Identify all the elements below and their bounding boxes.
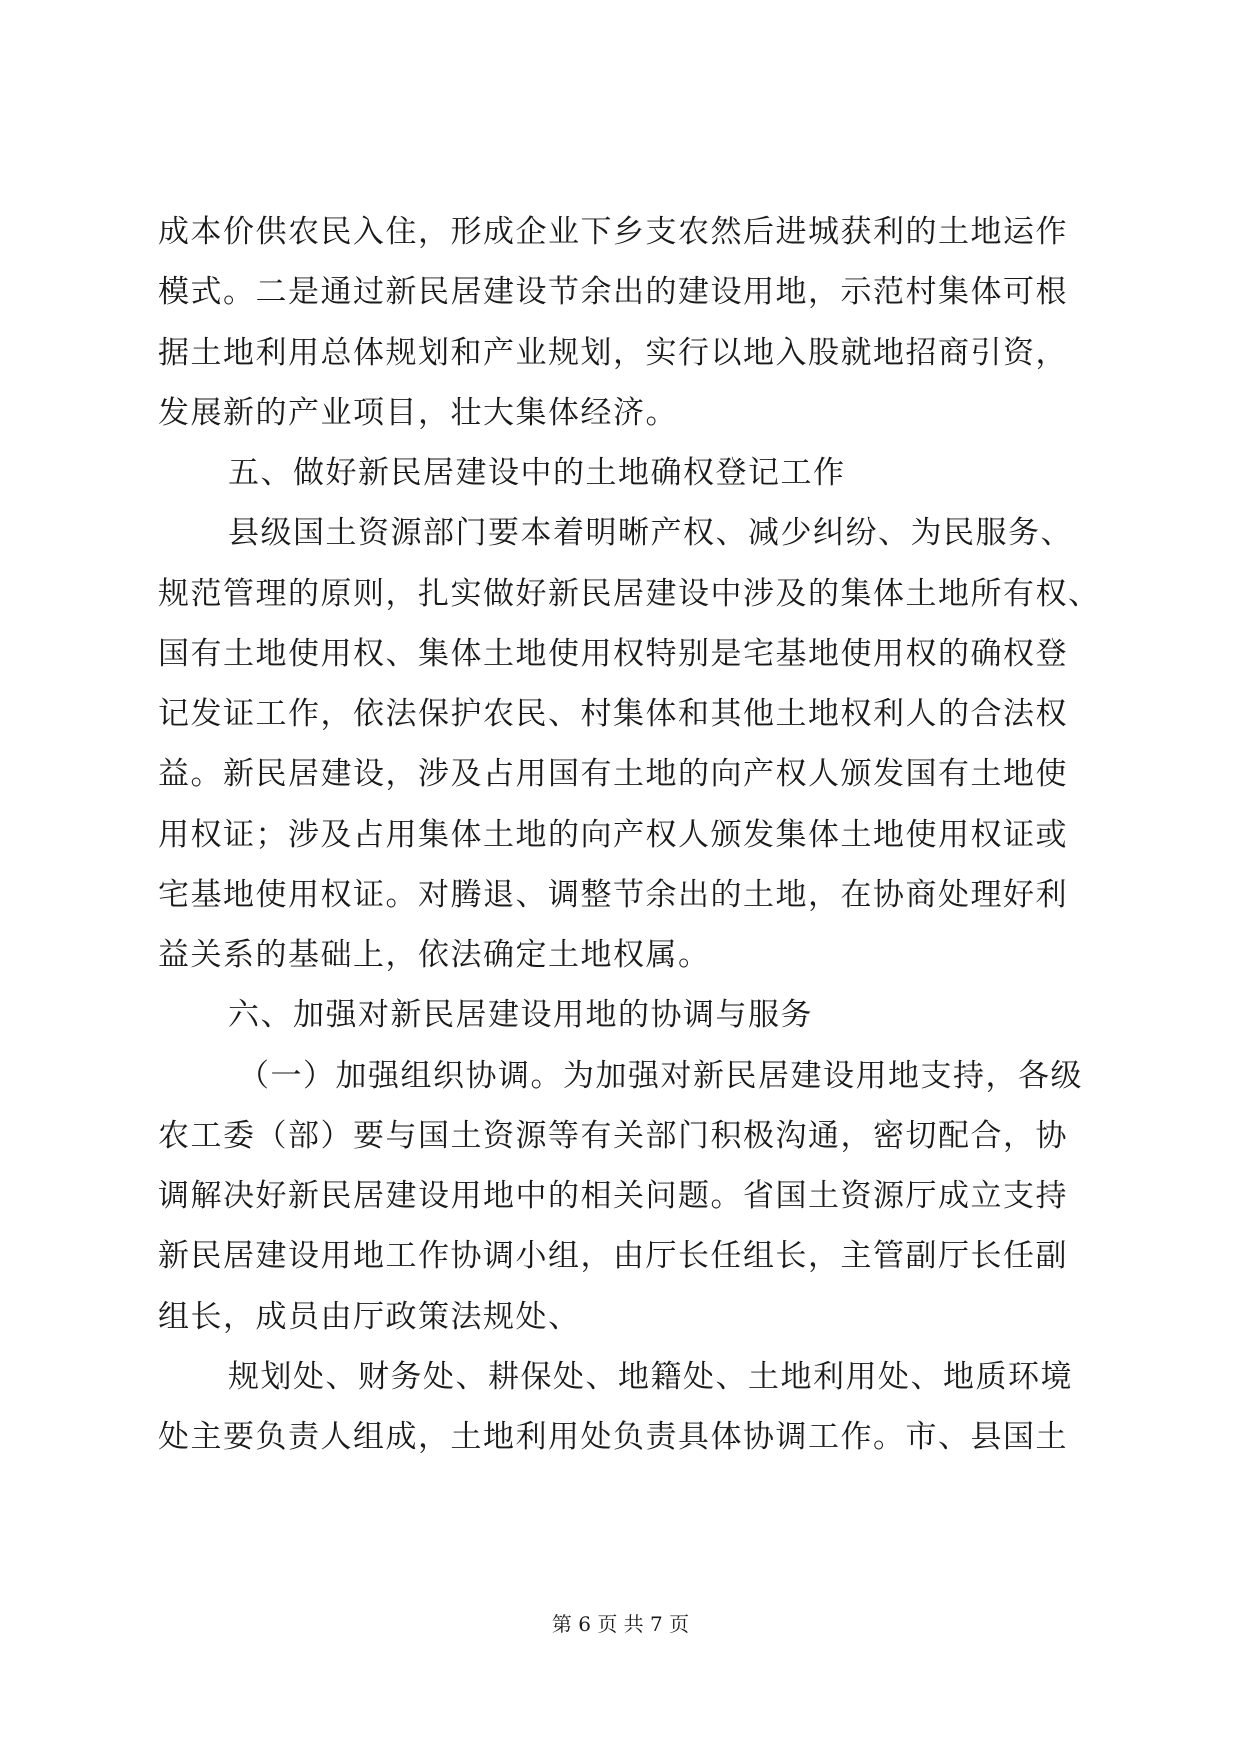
- text-line: 成本价供农民入住，形成企业下乡支农然后进城获利的土地运作: [158, 214, 1068, 250]
- text-line: 农工委（部）要与国土资源等有关部门积极沟通，密切配合，协: [158, 1118, 1068, 1154]
- text-line: 县级国土资源部门要本着明晰产权、减少纠纷、为民服务、: [228, 515, 1073, 551]
- text-line: 组长，成员由厅政策法规处、: [158, 1299, 581, 1335]
- text-line: 据土地利用总体规划和产业规划，实行以地入股就地招商引资，: [158, 335, 1068, 371]
- section-heading: 六、加强对新民居建设用地的协调与服务: [228, 997, 813, 1033]
- text-line: 益。新民居建设，涉及占用国有土地的向产权人颁发国有土地使: [158, 756, 1068, 792]
- text-line: 处主要负责人组成，土地利用处负责具体协调工作。市、县国土: [158, 1419, 1068, 1455]
- text-line: 规划处、财务处、耕保处、地籍处、土地利用处、地质环境: [228, 1359, 1073, 1395]
- text-line: 用权证；涉及占用集体土地的向产权人颁发集体土地使用权证或: [158, 817, 1068, 853]
- text-line: 规范管理的原则，扎实做好新民居建设中涉及的集体土地所有权、: [158, 576, 1101, 612]
- text-line: 新民居建设用地工作协调小组，由厅长任组长，主管副厅长任副: [158, 1238, 1068, 1274]
- text-line: 国有土地使用权、集体土地使用权特别是宅基地使用权的确权登: [158, 636, 1068, 672]
- text-line: 调解决好新民居建设用地中的相关问题。省国土资源厅成立支持: [158, 1178, 1068, 1214]
- section-heading: 五、做好新民居建设中的土地确权登记工作: [228, 455, 846, 491]
- text-line: 记发证工作，依法保护农民、村集体和其他土地权利人的合法权: [158, 696, 1068, 732]
- text-line: 益关系的基础上，依法确定土地权属。: [158, 937, 711, 973]
- text-line: 模式。二是通过新民居建设节余出的建设用地，示范村集体可根: [158, 274, 1068, 310]
- page-number-footer: 第 6 页 共 7 页: [551, 1612, 690, 1636]
- text-line: 发展新的产业项目，壮大集体经济。: [158, 395, 678, 431]
- text-line: 宅基地使用权证。对腾退、调整节余出的土地，在协商处理好利: [158, 877, 1068, 913]
- text-line: （一）加强组织协调。为加强对新民居建设用地支持，各级: [238, 1058, 1083, 1094]
